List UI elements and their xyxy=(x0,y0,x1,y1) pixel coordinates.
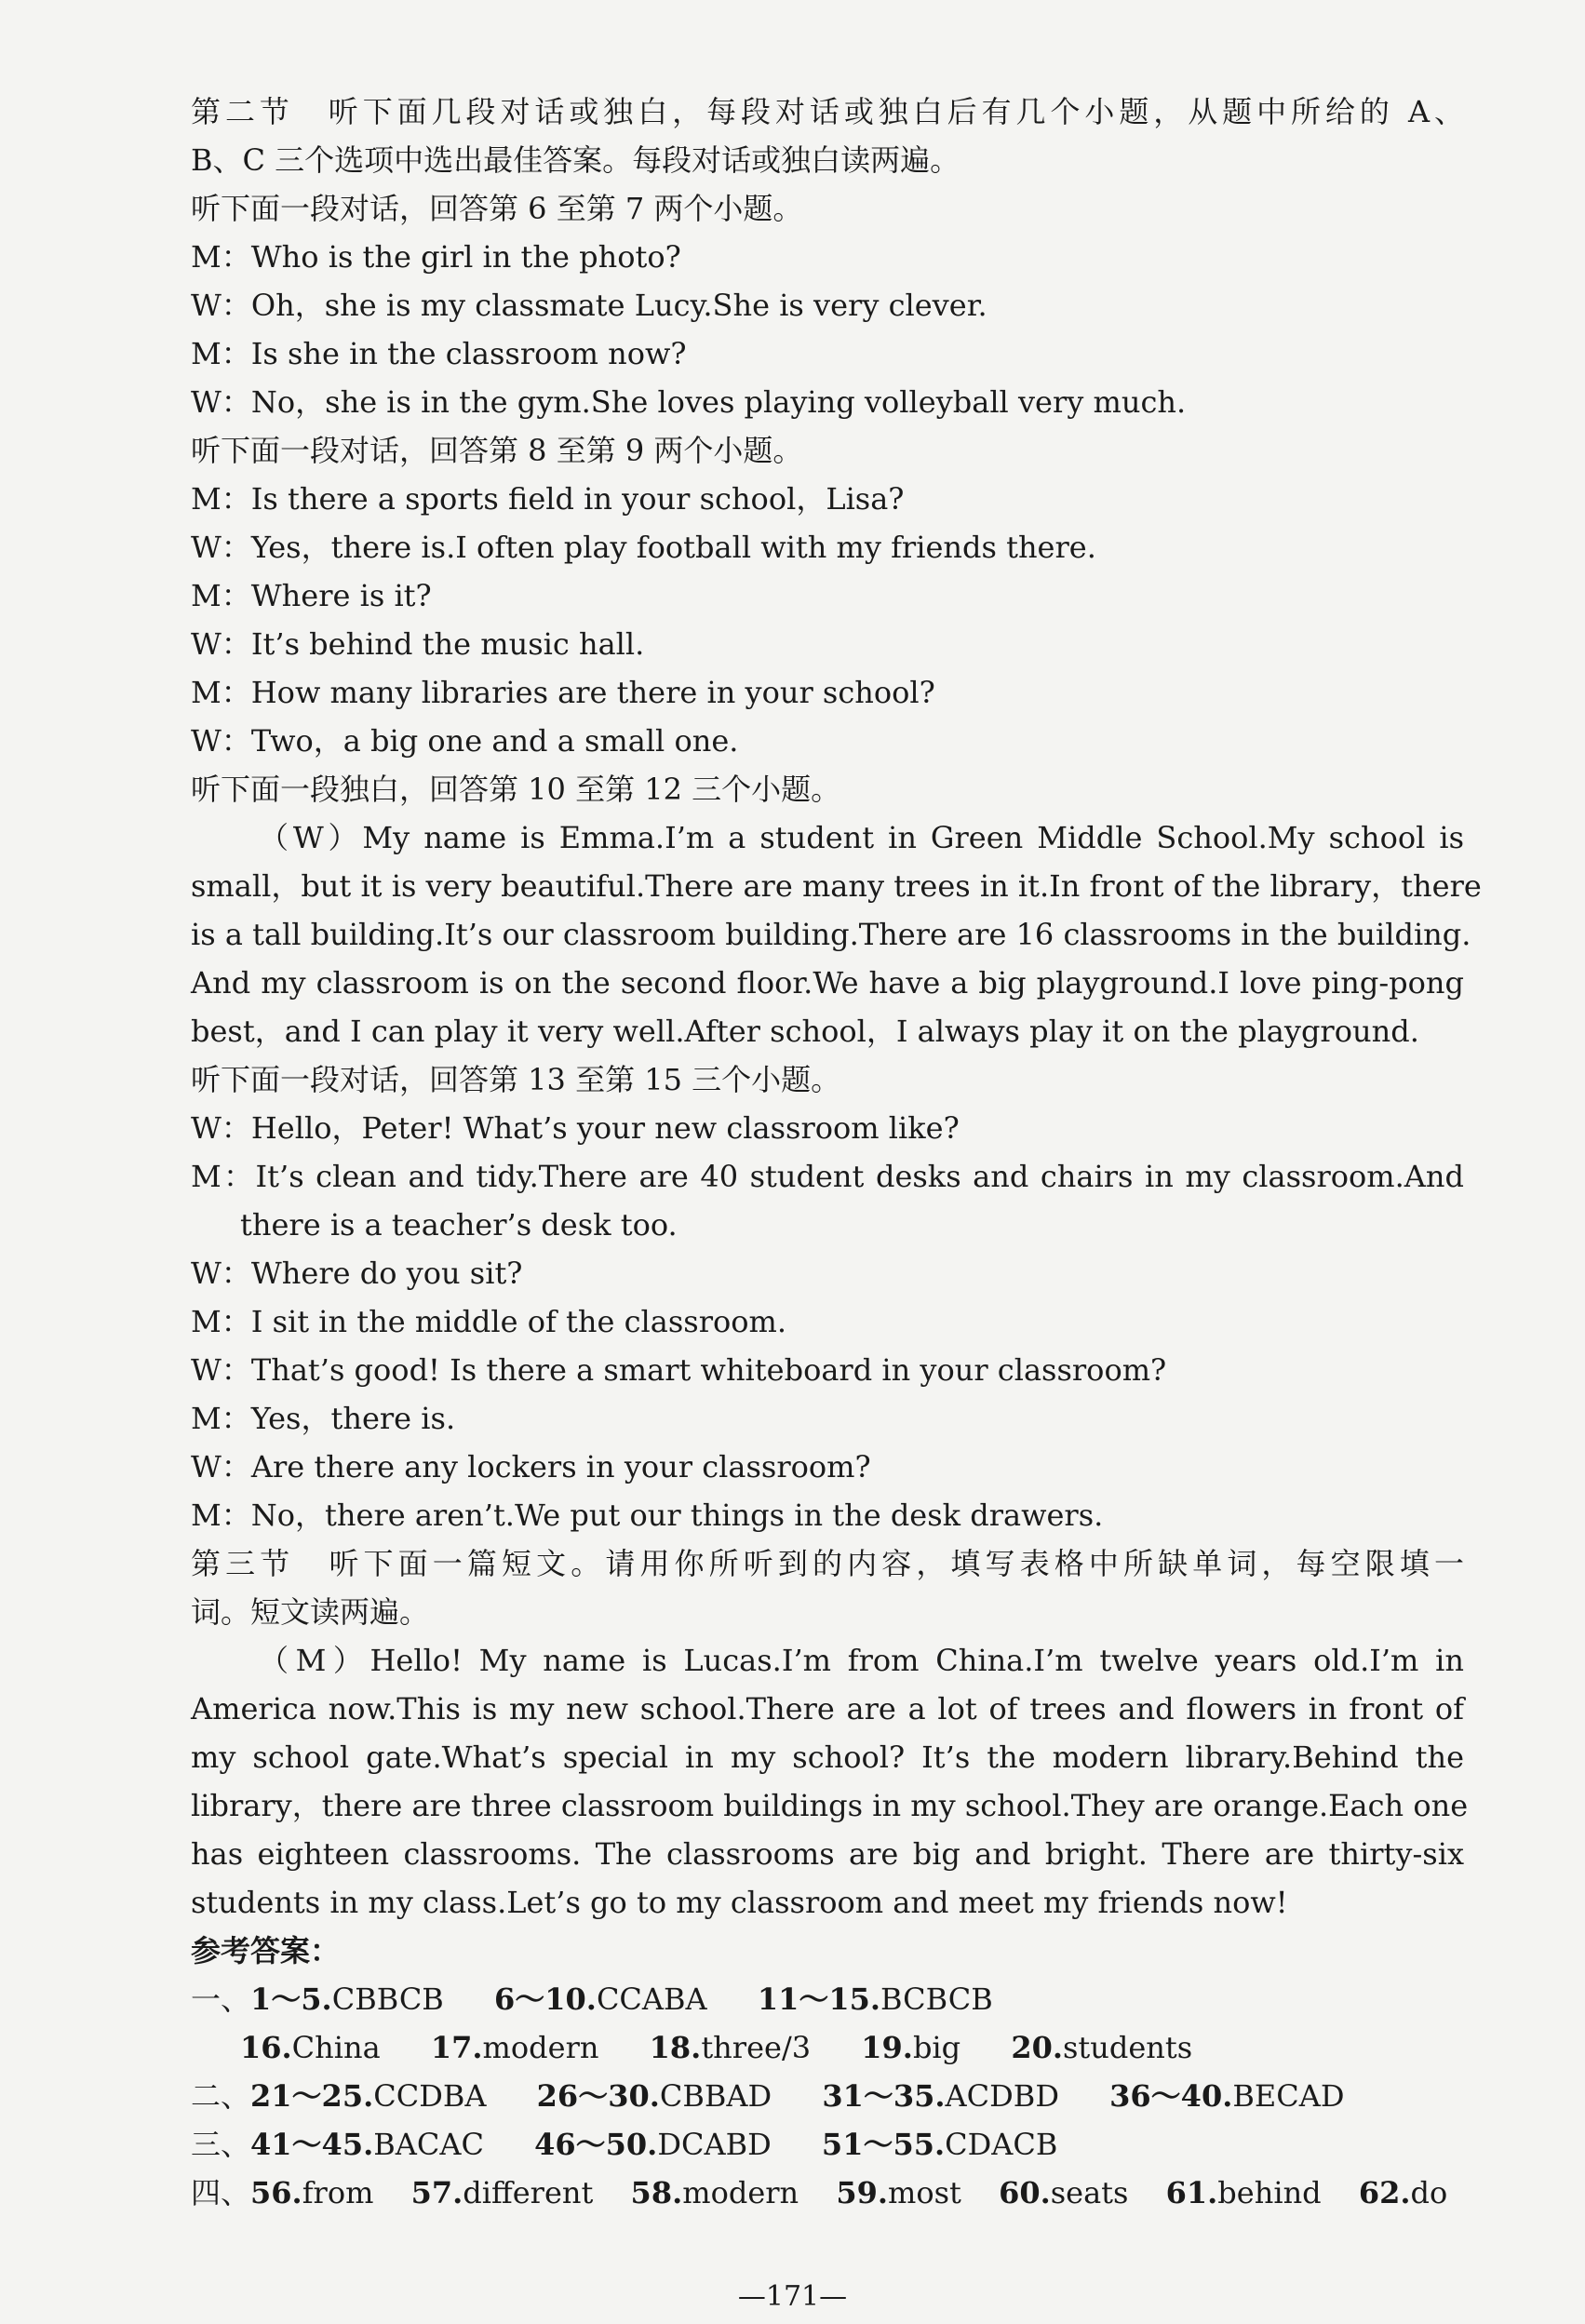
dialog1-line: M：Is she in the classroom now? xyxy=(191,336,687,371)
answer-group xyxy=(758,1981,993,2017)
answer-row xyxy=(191,1975,1466,2023)
monologue-intro: 听下面一段独白，回答第 10 至第 12 三个小题。 xyxy=(191,772,841,807)
dialog3-line: M：No，there aren’t.We put our things in the desk drawers. xyxy=(191,1498,1104,1533)
answer-value: big xyxy=(912,2030,961,2065)
passage-line: America now.This is my new school.There are a lot of trees and flowers in front of xyxy=(191,1691,1464,1726)
answer-range: 1～5. xyxy=(250,1981,332,2017)
answer-group xyxy=(822,2078,1059,2114)
answer-group xyxy=(1011,2030,1192,2065)
answer-group xyxy=(822,2127,1057,2162)
page-number: —171— xyxy=(737,2280,848,2313)
answer-range: 59. xyxy=(836,2175,888,2210)
monologue-line: best，and I can play it very well.After school，I always play it on the playground. xyxy=(191,1014,1419,1049)
section3-title-line1: 第三节 听下面一篇短文。请用你所听到的内容，填写表格中所缺单词，每空限填一 xyxy=(191,1546,1464,1581)
answer-group xyxy=(1166,2175,1322,2210)
dialog2-line: W：It’s behind the music hall. xyxy=(191,626,645,662)
answer-range: 17. xyxy=(430,2030,483,2065)
monologue-line: is a tall building.It’s our classroom building.There are 16 classrooms in the building. xyxy=(191,917,1471,952)
answer-group xyxy=(534,2127,772,2162)
answer-range: 11～15. xyxy=(757,1981,881,2017)
answer-value: BCBCB xyxy=(880,1981,993,2017)
answer-part-label: 二、 xyxy=(191,2078,251,2114)
dialog2-line: M：Is there a sports field in your school，Lisa? xyxy=(191,481,905,517)
answer-range: 60. xyxy=(999,2175,1051,2210)
answer-group xyxy=(191,2078,486,2114)
passage-line: my school gate.What’s special in my school? It’s the modern library.Behind the xyxy=(191,1740,1464,1775)
answer-part-label: 三、 xyxy=(191,2127,251,2162)
monologue-line: small，but it is very beautiful.There are many trees in it.In front of the library，there xyxy=(191,868,1482,904)
dialog3-line: M：It’s clean and tidy.There are 40 student desks and chairs in my classroom.And xyxy=(191,1159,1465,1194)
answer-range: 51～55. xyxy=(821,2127,946,2162)
answer-value: modern xyxy=(482,2030,599,2065)
answer-range: 20. xyxy=(1011,2030,1063,2065)
answer-value: do xyxy=(1410,2175,1448,2210)
answer-part-label: 一、 xyxy=(191,1981,251,2017)
answer-range: 56. xyxy=(250,2175,302,2210)
section2-title-line2: B、C 三个选项中选出最佳答案。每段对话或独白读两遍。 xyxy=(191,142,960,178)
dialog2-intro: 听下面一段对话，回答第 8 至第 9 两个小题。 xyxy=(191,433,803,468)
answer-range: 21～25. xyxy=(250,2078,374,2114)
answer-group xyxy=(537,2078,772,2114)
dialog3-line: there is a teacher’s desk too. xyxy=(240,1207,678,1243)
answer-group xyxy=(411,2175,594,2210)
answer-group xyxy=(1109,2078,1344,2114)
passage-line: library，there are three classroom buildings in my school.They are orange.Each one xyxy=(191,1788,1469,1823)
answer-range: 57. xyxy=(410,2175,463,2210)
answer-value: CBBCB xyxy=(331,1981,444,2017)
passage-line: students in my class.Let’s go to my classroom and meet my friends now! xyxy=(191,1885,1288,1920)
answer-group xyxy=(494,1981,707,2017)
dialog3-line: M：I sit in the middle of the classroom. xyxy=(191,1304,787,1339)
answer-value: modern xyxy=(682,2175,799,2210)
answer-value: most xyxy=(888,2175,961,2210)
dialog1-line: W：Oh，she is my classmate Lucy.She is very clever. xyxy=(191,288,987,323)
answer-range: 19. xyxy=(861,2030,913,2065)
answer-range: 61. xyxy=(1165,2175,1218,2210)
dialog3-line: W：Where do you sit? xyxy=(191,1256,523,1291)
answer-group xyxy=(191,1981,444,2017)
answer-group xyxy=(240,2030,381,2065)
answer-value: seats xyxy=(1050,2175,1129,2210)
answer-range: 16. xyxy=(240,2030,292,2065)
dialog3-line: M：Yes，there is. xyxy=(191,1401,456,1436)
answer-group xyxy=(836,2175,961,2210)
dialog2-line: M：Where is it? xyxy=(191,578,432,613)
dialog1-intro: 听下面一段对话，回答第 6 至第 7 两个小题。 xyxy=(191,191,803,226)
dialog3-line: W：That’s good! Is there a smart whiteboard in your classroom? xyxy=(191,1352,1167,1388)
answer-range: 18. xyxy=(649,2030,702,2065)
answer-range: 62. xyxy=(1358,2175,1411,2210)
answer-range: 46～50. xyxy=(534,2127,658,2162)
answer-value: BACAC xyxy=(373,2127,484,2162)
answer-range: 31～35. xyxy=(822,2078,946,2114)
dialog1-line: M：Who is the girl in the photo? xyxy=(191,239,681,275)
answer-value: China xyxy=(291,2030,381,2065)
monologue-line: （W）My name is Emma.I’m a student in Green Middle School.My school is xyxy=(259,820,1464,855)
answer-group xyxy=(861,2030,960,2065)
answer-row xyxy=(191,2120,1466,2169)
answer-value: different xyxy=(463,2175,594,2210)
answer-value: from xyxy=(302,2175,374,2210)
section3-title-line2: 词。短文读两遍。 xyxy=(191,1594,430,1630)
answer-group xyxy=(191,2127,484,2162)
answer-row xyxy=(191,2169,1466,2217)
passage-line: has eighteen classrooms. The classrooms are big and bright. There are thirty-six xyxy=(191,1836,1464,1872)
answer-range: 41～45. xyxy=(250,2127,374,2162)
answer-row xyxy=(240,2023,1515,2072)
dialog3-intro: 听下面一段对话，回答第 13 至第 15 三个小题。 xyxy=(191,1062,841,1097)
answer-value: three/3 xyxy=(701,2030,812,2065)
answer-group xyxy=(191,2175,373,2210)
answers-title: 参考答案： xyxy=(191,1933,341,1968)
dialog2-line: M：How many libraries are there in your school? xyxy=(191,675,935,710)
answer-range: 58. xyxy=(630,2175,683,2210)
answer-group xyxy=(650,2030,811,2065)
section2-title-line1: 第二节 听下面几段对话或独白，每段对话或独白后有几个小题，从题中所给的 A、 xyxy=(191,94,1464,129)
answer-group xyxy=(999,2175,1128,2210)
answer-row xyxy=(191,2072,1466,2120)
dialog2-line: W：Two，a big one and a small one. xyxy=(191,723,739,759)
dialog1-line: W：No，she is in the gym.She loves playing volleyball very much. xyxy=(191,384,1187,420)
answer-value: BECAD xyxy=(1232,2078,1345,2114)
answer-group xyxy=(631,2175,799,2210)
monologue-line: And my classroom is on the second floor.We have a big playground.I love ping-pong xyxy=(191,965,1464,1001)
answer-value: ACDBD xyxy=(945,2078,1059,2114)
answer-value: CCABA xyxy=(596,1981,707,2017)
answer-group xyxy=(1359,2175,1447,2210)
answer-value: behind xyxy=(1217,2175,1322,2210)
dialog2-line: W：Yes，there is.I often play football with my friends there. xyxy=(191,530,1096,565)
answer-value: CBBAD xyxy=(659,2078,772,2114)
dialog3-line: W：Are there any lockers in your classroom? xyxy=(191,1449,871,1484)
answer-value: DCABD xyxy=(657,2127,772,2162)
answer-value: CDACB xyxy=(945,2127,1058,2162)
answer-range: 36～40. xyxy=(1109,2078,1233,2114)
answer-value: students xyxy=(1062,2030,1193,2065)
answer-range: 6～10. xyxy=(493,1981,597,2017)
dialog3-line: W：Hello，Peter! What’s your new classroom like? xyxy=(191,1110,960,1146)
answer-range: 26～30. xyxy=(536,2078,660,2114)
passage-line: （M）Hello! My name is Lucas.I’m from China.I’m twelve years old.I’m in xyxy=(259,1643,1464,1678)
answer-group xyxy=(431,2030,599,2065)
answer-value: CCDBA xyxy=(373,2078,487,2114)
answer-part-label: 四、 xyxy=(191,2175,251,2210)
